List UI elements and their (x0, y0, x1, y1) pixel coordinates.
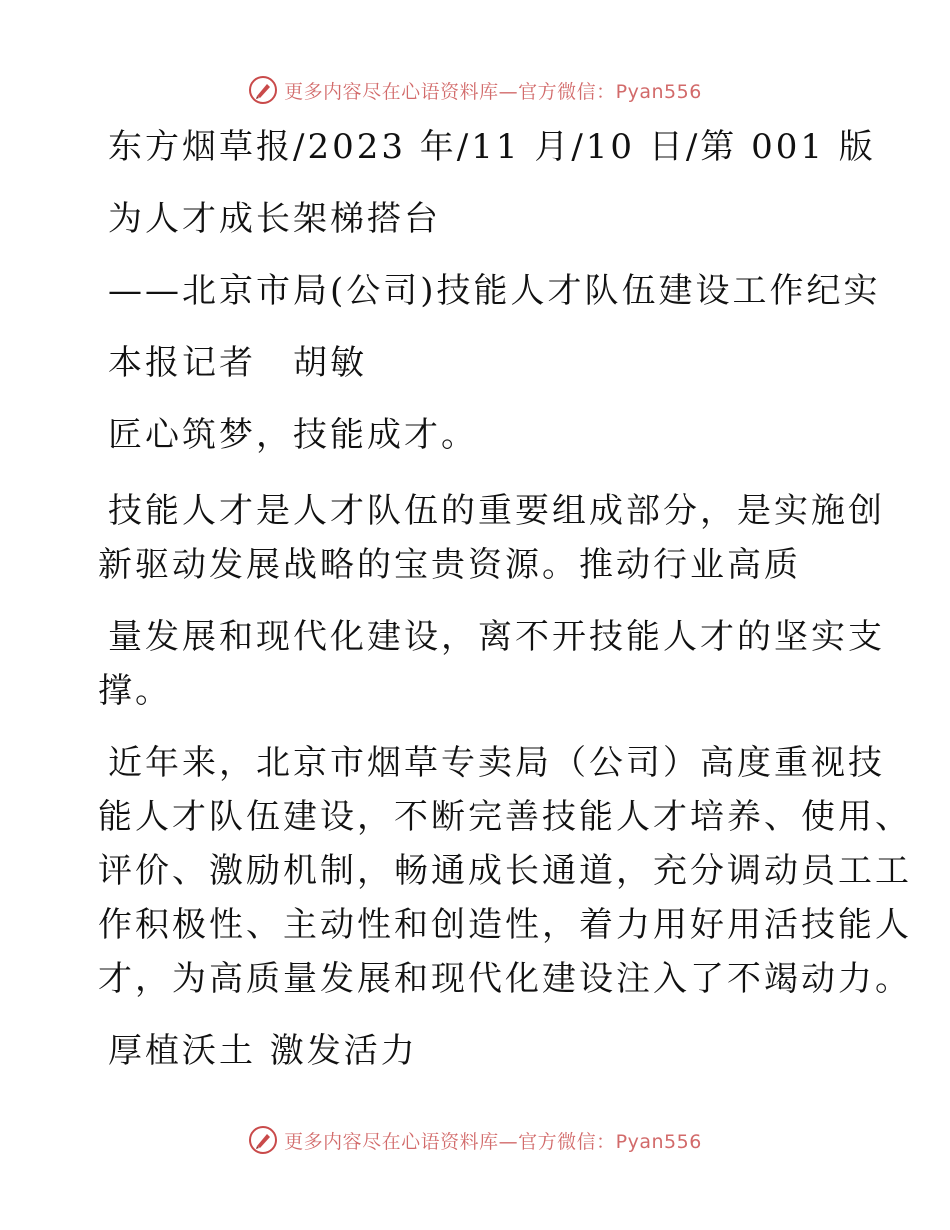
byline: 本报记者 胡敏 (108, 343, 367, 383)
footer-watermark (0, 1122, 950, 1158)
article-body (98, 120, 912, 1078)
paragraph-3 (98, 736, 912, 1006)
paragraph-line: 量发展和现代化建设，离不开技能人才的坚实支 (108, 617, 885, 657)
section-heading: 厚植沃土 激发活力 (108, 1031, 418, 1071)
paragraph-line: 近年来，北京市烟草专卖局（公司）高度重视技 (108, 743, 885, 783)
paragraph-line: 能人才队伍建设，不断完善技能人才培养、使用、 (98, 797, 912, 837)
paragraph-1 (98, 484, 885, 592)
paragraph-line: 评价、激励机制，畅通成长通道，充分调动员工工 (98, 851, 912, 891)
header-watermark (0, 72, 950, 108)
paragraph-2 (98, 610, 885, 718)
article-subtitle: ——北京市局(公司)技能人才队伍建设工作纪实 (108, 271, 881, 311)
article-title: 为人才成长架梯搭台 (108, 199, 441, 239)
lead-sentence: 匠心筑梦，技能成才。 (108, 415, 478, 455)
paragraph-line: 撑。 (98, 671, 172, 711)
watermark-text: 更多内容尽在心语资料库—官方微信：Pyan556 (284, 80, 702, 103)
paragraph-line: 才，为高质量发展和现代化建设注入了不竭动力。 (98, 959, 912, 999)
dateline: 东方烟草报/2023 年/11 月/10 日/第 001 版 (108, 127, 876, 167)
paragraph-line: 作积极性、主动性和创造性，着力用好用活技能人 (98, 905, 912, 945)
pen-logo-icon (248, 75, 278, 105)
paragraph-line: 技能人才是人才队伍的重要组成部分，是实施创 (108, 491, 885, 531)
watermark-text: 更多内容尽在心语资料库—官方微信：Pyan556 (284, 1130, 702, 1153)
paragraph-line: 新驱动发展战略的宝贵资源。推动行业高质 (98, 545, 801, 585)
pen-logo-icon (248, 1125, 278, 1155)
